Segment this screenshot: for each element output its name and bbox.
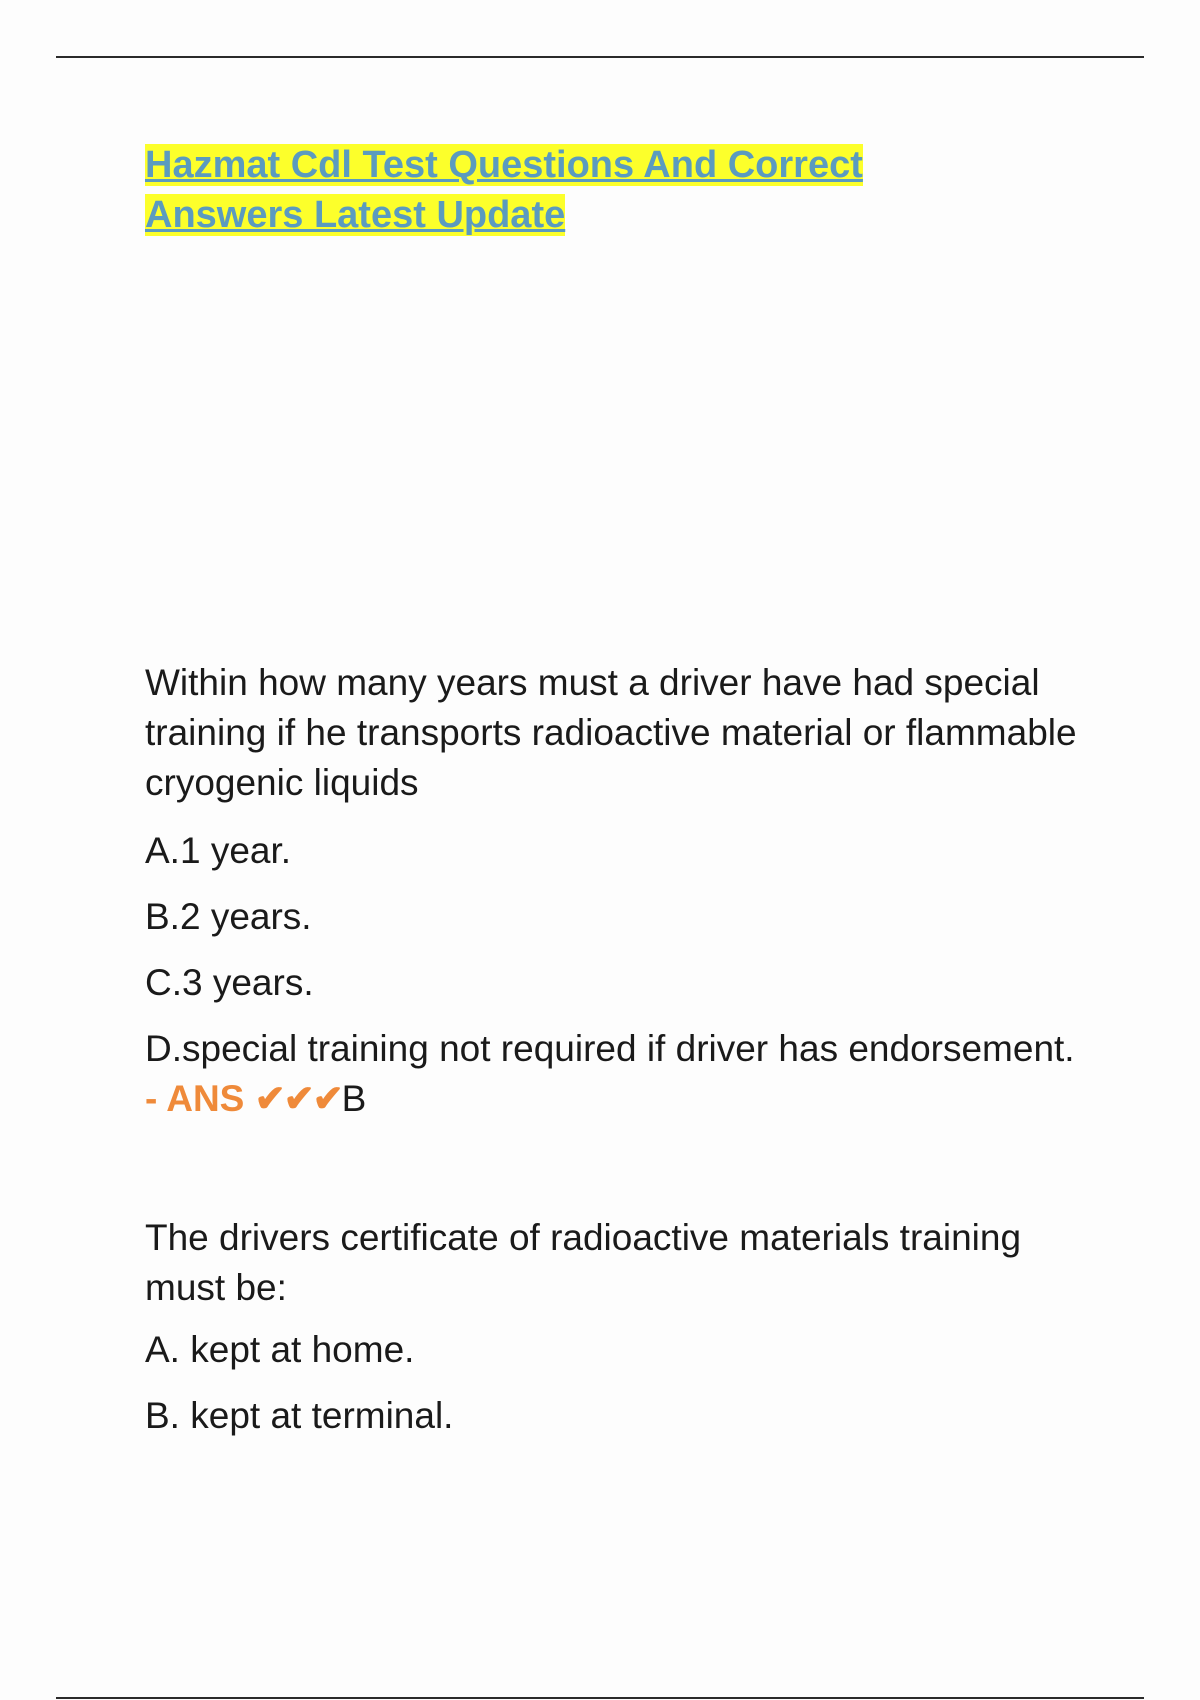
question-2-option-a: A. kept at home. <box>145 1329 415 1370</box>
question-1-option-d-text: D.special training not required if driver has endorsement. <box>145 1028 1075 1069</box>
title-line-2: Answers Latest Update <box>145 194 566 236</box>
question-1-option-d <box>145 1024 1085 1124</box>
top-rule <box>56 56 1144 58</box>
question-1-option-c: C.3 years. <box>145 962 314 1003</box>
title-line-1: Hazmat Cdl Test Questions And Correct <box>145 144 863 186</box>
answer-marker: - ANS <box>145 1078 245 1119</box>
question-1-option-b: B.2 years. <box>145 896 312 937</box>
question-1-stem: Within how many years must a driver have had special training if he transports radioactive material or flammable cryogenic liquids <box>145 662 1077 803</box>
checkmark-icon: ✔✔✔ <box>254 1078 342 1119</box>
question-2 <box>145 1213 1085 1441</box>
question-1 <box>145 658 1085 1124</box>
document-title <box>145 140 1005 240</box>
question-1-option-a: A.1 year. <box>145 830 292 871</box>
answer-letter: B <box>341 1078 367 1119</box>
question-2-option-b: B. kept at terminal. <box>145 1395 454 1436</box>
question-2-stem: The drivers certificate of radioactive materials training must be: <box>145 1217 1022 1308</box>
bottom-rule <box>56 1697 1144 1699</box>
